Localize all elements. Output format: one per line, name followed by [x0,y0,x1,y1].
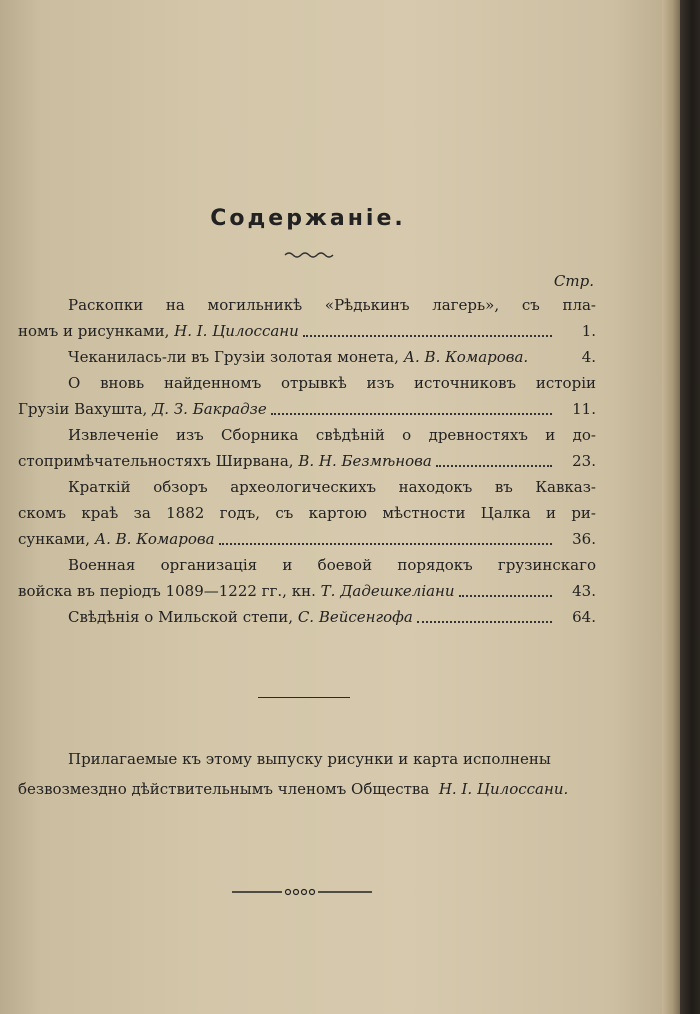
entry-author: Д. З. Бакрадзе [152,400,267,418]
entry-page-number: 11. [572,400,596,418]
dot-leader [459,585,552,597]
page-edge [662,0,680,1014]
entry-page-number: 4. [581,348,596,366]
entry-author: Н. I. Цилоссани [174,322,299,340]
entry-author: В. Н. Безмѣнова [298,452,432,470]
entry-title-line: Краткiй обзоръ археологическихъ находокъ въ Кавказ- [68,478,596,496]
dot-leader [303,325,552,337]
footnote-line: безвозмездно дѣйствительнымъ членомъ Общества [18,780,430,798]
toc-entry [18,474,596,552]
entry-title-line: Раскопки на могильникѣ «Рѣдькинъ лагерь», съ пла- [68,296,596,314]
title-ornament [283,250,335,260]
toc-entry [18,292,596,344]
entry-title-line: стопримѣчательностяхъ Ширвана, [18,452,294,470]
entry-page-number: 43. [572,582,596,600]
footnote-line: Прилагаемые къ этому выпуску рисунки и карта исполнены [68,750,551,768]
entry-title-line: Свѣдѣнiя о Мильской степи, [68,608,294,626]
toc-entry [18,344,596,370]
dot-leader [417,611,552,623]
bottom-ornament [232,886,372,898]
footnote-author: Н. I. Цилоссани. [438,780,569,798]
book-cover-edge [680,0,700,1014]
entry-title-line: Чеканилась-ли въ Грузiи золотая монета, [68,348,399,366]
entry-title-line: Грузiи Вахушта, [18,400,148,418]
entry-page-number: 1. [581,322,596,340]
footnote [18,744,588,804]
entry-page-number: 36. [572,530,596,548]
entry-title-line: Извлеченiе изъ Сборника свѣдѣнiй о древностяхъ и до- [68,426,596,444]
entry-author: С. Вейсенгофа [297,608,413,626]
entry-title-line: О вновь найденномъ отрывкѣ изъ источниковъ исторiи [68,374,596,392]
section-divider [258,697,350,698]
entry-author: А. В. Комарова. [403,348,529,366]
toc-entry [18,422,596,474]
entry-author-prefix: кн. [291,582,316,600]
toc-entry [18,604,596,630]
entry-author: А. В. Комарова [94,530,215,548]
entry-title-line: скомъ краѣ за 1882 годъ, съ картою мѣстности Цалка и ри- [18,504,596,522]
entry-page-number: 64. [572,608,596,626]
entry-title-line: войска въ перiодъ 1089—1222 гг., [18,582,287,600]
table-of-contents [18,292,596,630]
dot-leader [219,533,552,545]
entry-author: Т. Дадешкелiани [320,582,455,600]
dot-leader [271,403,552,415]
entry-title-line: номъ и рисунками, [18,322,170,340]
entry-title-line: сунками, [18,530,90,548]
entry-title-line: Военная организацiя и боевой порядокъ грузинскаго [68,556,596,574]
toc-entry [18,370,596,422]
toc-entry [18,552,596,604]
page-column-label: Стр. [553,272,594,290]
entry-page-number: 23. [572,452,596,470]
page-title: Содержанiе. [210,206,406,231]
dot-leader [436,455,552,467]
